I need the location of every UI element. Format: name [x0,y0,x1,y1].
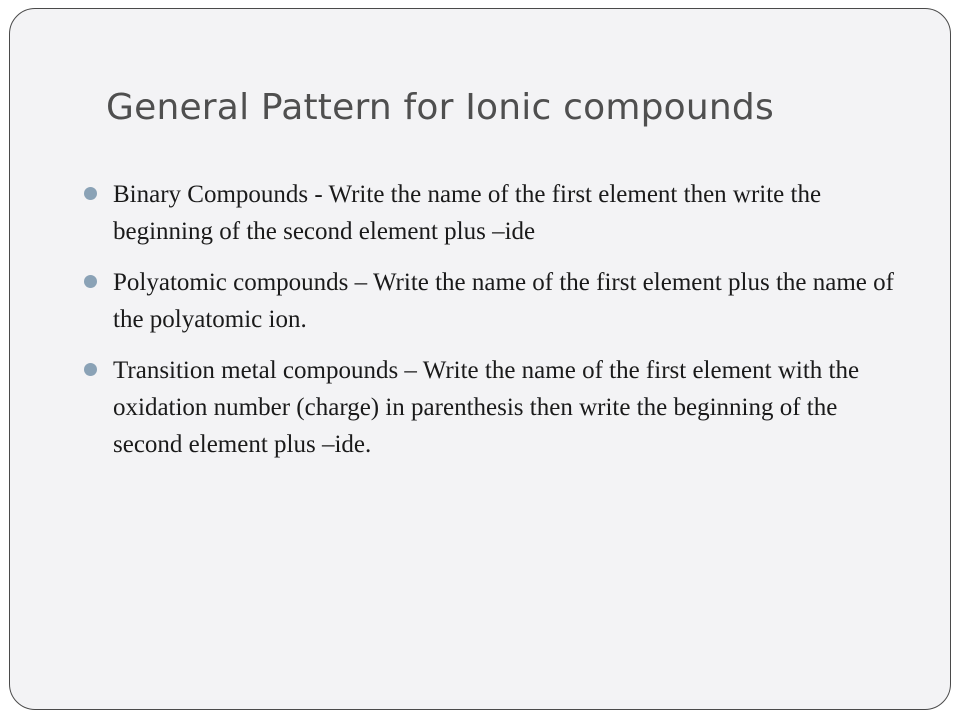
bullet-text: Transition metal compounds – Write the name of the first element with the oxidation number (charge) in parenthesis then write the beginning of the second element plus –ide. [113,357,860,458]
bullet-dot-icon [84,187,97,200]
bullet-item-binary [84,176,904,250]
bullet-text: Binary Compounds - Write the name of the first element then write the beginning of the second element plus –ide [113,181,822,245]
bullet-item-polyatomic [84,264,904,338]
bullet-dot-icon [84,275,97,288]
bullet-list [84,176,904,477]
bullet-dot-icon [84,363,97,376]
bullet-item-transition-metal [84,352,904,463]
bullet-text: Polyatomic compounds – Write the name of the first element plus the name of the polyatomic ion. [113,269,894,333]
slide-title: General Pattern for Ionic compounds [106,87,774,128]
